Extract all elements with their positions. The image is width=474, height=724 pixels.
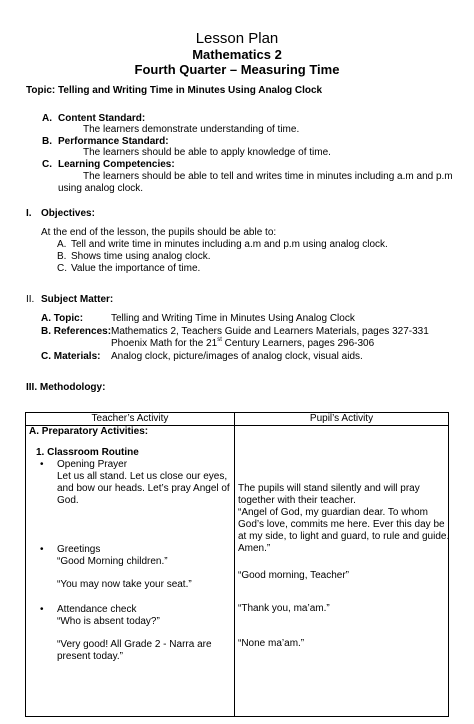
pupil-column-header: Pupil’s Activity [235,413,449,426]
activity-table-row [26,426,449,717]
subject-matter-num: II. [26,294,35,305]
routine-heading: 1. Classroom Routine [36,447,139,458]
standard-c-text-2: using analog clock. [58,183,144,194]
sm-references-line-1: Mathematics 2, Teachers Guide and Learners Materials, pages 327-331 [111,326,429,337]
ref-line2-pre: Phoenix Math for the 21 [111,338,218,349]
prayer-reply-5: at my side, to light and guard, to rule and guide. [238,531,450,542]
standard-b-letter: B. [42,136,52,147]
subject-title: Mathematics 2 [192,47,282,62]
sm-topic-label: A. Topic: [41,313,84,324]
prayer-reply-2: together with their teacher. [238,495,356,506]
greetings-label: Greetings [57,544,101,555]
standard-b-label: Performance Standard: [58,136,169,147]
bullet-greetings: • [40,544,44,555]
sm-references-line-2 [111,338,374,349]
verygood-line-1: “Very good! All Grade 2 - Narra are [57,639,212,650]
greetings-reply: “Good morning, Teacher” [238,570,349,581]
prayer-reply-1: The pupils will stand silently and will pray [238,483,420,494]
seat-reply: “Thank you, ma’am.” [238,603,330,614]
ref-line2-post: Century Learners, pages 296-306 [221,338,375,349]
topic-line: Topic: Telling and Writing Time in Minutes Using Analog Clock [26,85,323,96]
prayer-reply-3: “Angel of God, my guardian dear. To whom [238,507,428,518]
methodology-heading: III. Methodology: [26,382,106,393]
sm-materials-label: C. Materials: [41,351,101,362]
attendance-label: Attendance check [57,604,137,615]
standard-c-text-1: The learners should be able to tell and writes time in minutes including a.m and p.m [83,171,453,182]
greetings-line: “Good Morning children.” [57,556,168,567]
page-title: Lesson Plan [195,30,279,47]
objective-b-letter: B. [57,251,67,262]
standard-a-label: Content Standard: [58,113,146,124]
prayer-line-2: and bow our heads. Let’s pray Angel of [57,483,230,494]
preparatory-heading: A. Preparatory Activities: [29,426,149,437]
prayer-label: Opening Prayer [57,459,128,470]
bullet-attendance: • [40,604,44,615]
standard-b-text: The learners should be able to apply knowledge of time. [83,147,331,158]
activity-table [25,412,449,717]
activity-table-header [26,413,449,426]
verygood-line-2: present today.” [57,651,123,662]
quarter-title: Fourth Quarter – Measuring Time [134,62,340,77]
sm-topic-value: Telling and Writing Time in Minutes Using Analog Clock [111,313,355,324]
attendance-reply: “None ma’am.” [238,638,305,649]
standard-c-letter: C. [42,159,52,170]
objective-a-text: Tell and write time in minutes including a.m and p.m using analog clock. [71,239,388,250]
sm-materials-value: Analog clock, picture/images of analog clock, visual aids. [111,351,363,362]
ref-line2-sup: st [217,337,222,343]
seat-line: “You may now take your seat.” [57,579,192,590]
objectives-intro: At the end of the lesson, the pupils should be able to: [41,227,277,238]
objectives-heading: Objectives: [41,208,95,219]
objectives-num: I. [26,208,32,219]
prayer-reply-6: Amen.” [238,543,271,554]
sm-references-label: B. References: [41,326,112,337]
standard-a-letter: A. [42,113,52,124]
teacher-activity-cell [26,426,235,717]
prayer-line-1: Let us all stand. Let us close our eyes, [57,471,228,482]
objective-c-text: Value the importance of time. [71,263,201,274]
prayer-reply-4: God’s love, commits me here. Ever this day be [238,519,445,530]
teacher-column-header: Teacher’s Activity [26,413,235,426]
prayer-line-3: God. [57,495,79,506]
pupil-activity-cell [235,426,449,717]
standard-a-text: The learners demonstrate understanding of time. [83,124,300,135]
subject-matter-heading: Subject Matter: [41,294,114,305]
standard-c-label: Learning Competencies: [58,159,175,170]
attendance-line: “Who is absent today?” [57,616,160,627]
objective-a-letter: A. [57,239,67,250]
bullet-prayer: • [40,459,44,470]
objective-c-letter: C. [57,263,67,274]
objective-b-text: Shows time using analog clock. [71,251,211,262]
